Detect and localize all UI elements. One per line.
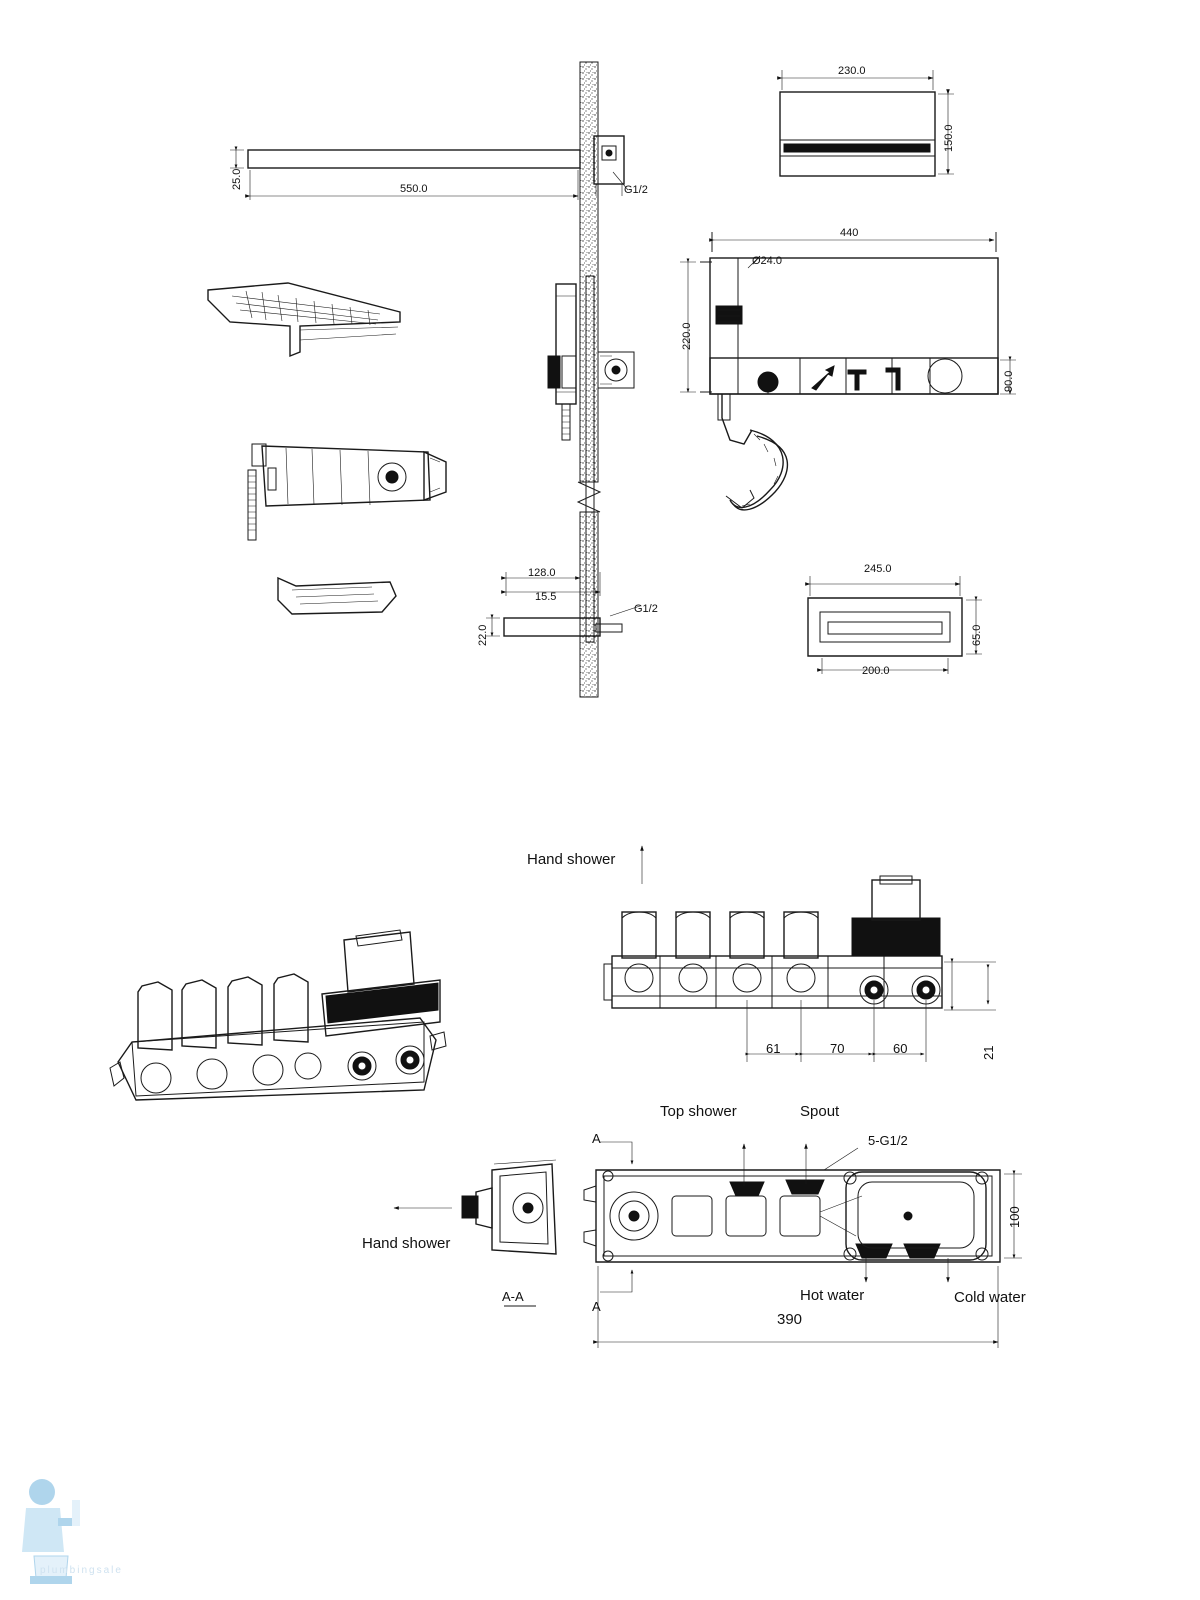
dim-outlet-diameter: Ø24.0 — [752, 255, 782, 267]
spout-side-view — [808, 576, 982, 674]
dim-spout-projection: 128.0 — [528, 567, 556, 579]
label-section-mark-top: A — [592, 1131, 601, 1146]
dim-space-1: 61 — [766, 1041, 781, 1056]
label-hand-shower-up: Hand shower — [527, 851, 616, 868]
label-cold-water: Cold water — [954, 1289, 1026, 1306]
dim-spout-thickness: 15.5 — [535, 591, 557, 603]
dim-arm-projection: 550.0 — [400, 183, 428, 195]
dim-height-21: 21 — [981, 1045, 996, 1060]
control-panel-front-view — [680, 232, 1016, 510]
label-top-shower: Top shower — [660, 1103, 737, 1120]
wall-section — [578, 62, 600, 697]
label-section-mark-bottom: A — [592, 1299, 601, 1314]
rough-in-plan-view — [584, 1142, 1022, 1348]
dim-panel-center: 220.0 — [681, 322, 693, 350]
dim-body-height: 100 — [1007, 1206, 1022, 1228]
dim-arm-thickness: 25.0 — [231, 168, 243, 190]
label-spout: Spout — [800, 1103, 840, 1120]
dim-spout-offset: 22.0 — [477, 624, 489, 646]
dim-spout-width: 245.0 — [864, 563, 892, 575]
label-ports: 5-G1/2 — [868, 1133, 908, 1148]
dim-head-width: 230.0 — [838, 65, 866, 77]
label-inlet-thread-top: G1/2 — [624, 184, 648, 196]
label-section-aa: A-A — [502, 1289, 524, 1304]
dim-space-2: 70 — [830, 1041, 845, 1056]
head-shower-side-view — [780, 70, 954, 176]
wall-spout-section — [486, 572, 640, 636]
dim-panel-width: 440 — [840, 227, 859, 239]
wall-union-detail — [248, 444, 446, 540]
dim-body-width: 390 — [777, 1311, 803, 1328]
watermark-text: plumbingsale — [40, 1565, 123, 1576]
rough-in-front-elevation — [604, 846, 996, 1062]
spout-detail — [278, 578, 396, 614]
dim-space-3: 60 — [893, 1041, 908, 1056]
label-hot-water: Hot water — [800, 1287, 865, 1304]
dim-head-depth: 150.0 — [943, 124, 955, 152]
rough-in-isometric-view — [110, 930, 446, 1100]
dim-panel-height: 90.0 — [1003, 370, 1015, 392]
hand-shower-head-detail — [208, 283, 400, 356]
dim-spout-inner-width: 200.0 — [862, 665, 890, 677]
shower-arm-assembly — [230, 136, 628, 200]
dim-spout-height: 65.0 — [971, 624, 983, 646]
label-hand-shower-left: Hand shower — [362, 1235, 451, 1252]
section-aa-view — [394, 1160, 556, 1306]
label-inlet-thread-bottom: G1/2 — [634, 603, 658, 615]
